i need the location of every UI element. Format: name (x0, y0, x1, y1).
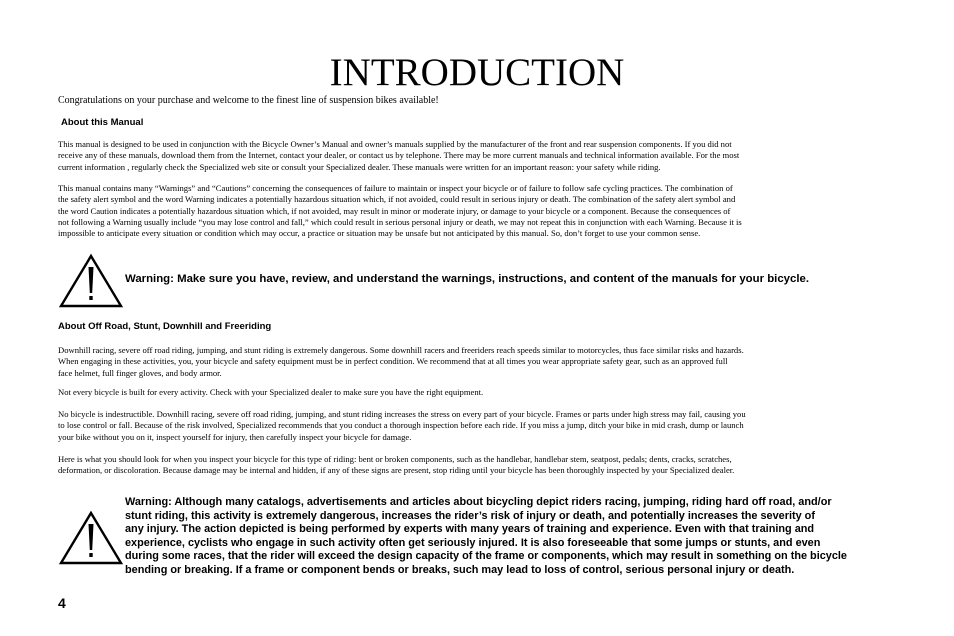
text-line: Here is what you should look for when you inspect your bicycle for this type of riding: bent or broken components, such as the handlebar, handlebar stem, seatpost, pedals; dents, cracks, scratches, (58, 454, 732, 464)
warning-triangle-icon (58, 253, 124, 309)
warning-1-text: Warning: Make sure you have, review, and understand the warnings, instructions, and content of the manuals for your bicycle. (125, 273, 809, 285)
text-line: When engaging in these activities, you, your bicycle and safety equipment must be in perfect condition. We recommend that at all times you wear appropriate safety gear, such as an approved full (58, 356, 728, 367)
text-line: deformation, or discoloration. Because damage may be internal and hidden, if any of these signs are present, stop riding until your bicycle has been thoroughly inspected by your Specialized dealer. (58, 465, 735, 476)
text-line: the safety alert symbol and the word Warning indicates a potentially hazardous situation which, if not avoided, could result in serious injury or death. The combination of the safety alert symbol and (58, 194, 736, 205)
about-manual-paragraph-1 (58, 139, 818, 173)
text-line: your bike without you on it, inspect yourself for injury, then carefully inspect your bicycle for damage. (58, 431, 412, 442)
offroad-heading: About Off Road, Stunt, Downhill and Freeriding (58, 321, 272, 332)
text-line: experience, cyclists who engage in such activity often get seriously injured. It is also foreseeable that some jumps or stunts, and even (125, 536, 821, 549)
warning-triangle-icon (58, 510, 124, 566)
text-line: Downhill racing, severe off road riding, jumping, and stunt riding is extremely dangerous. Some downhill racers and freeriders reach speeds similar to motorcycles, thus face similar risks and hazards. (58, 345, 744, 355)
offroad-paragraph-1 (58, 345, 818, 379)
text-line: Warning: Although many catalogs, advertisements and articles about bicycling depict riders racing, jumping, riding hard off road, and/or (125, 496, 832, 508)
text-line: any injury. The action depicted is being performed by experts with many years of training and experience. Even with that training and (125, 523, 815, 536)
offroad-paragraph-2 (58, 387, 818, 398)
page-title: INTRODUCTION (329, 51, 625, 94)
about-manual-paragraph-2 (58, 183, 818, 239)
text-line: bending or breaking. If a frame or component bends or breaks, such may lead to loss of control, serious personal injury or death. (125, 563, 795, 576)
text-line: current information , regularly check the Specialized web site or consult your Specialized dealer. These manuals were written for an important reason: your safety while riding. (58, 161, 661, 172)
text-line: to lose control or fall. Because of the risk involved, Specialized recommends that you conduct a thorough inspection before each ride. If you miss a jump, ditch your bike in mid crash, dump or launch (58, 420, 744, 431)
text-line: impossible to anticipate every situation or condition which may occur, a practice or situation may be unsafe but not anticipated by this manual. So, don’t forget to use your common sense. (58, 228, 701, 239)
text-line: stunt riding, this activity is extremely dangerous, increases the rider’s risk of injury or death, and potentially increases the severity of (125, 509, 815, 522)
offroad-paragraph-4 (58, 454, 818, 477)
text-line: This manual contains many “Warnings” and “Cautions” concerning the consequences of failure to maintain or inspect your bicycle or of failure to follow safe cycling practices. The combination of (58, 183, 733, 193)
text-line: not following a Warning usually include “you may lose control and fall,” which could result in serious personal injury or death, we may not repeat this in conjunction with each Warning. Because it is (58, 216, 742, 227)
warning-2-text (125, 496, 895, 578)
text-line: face helmet, full finger gloves, and body armor. (58, 367, 222, 378)
text-line: Not every bicycle is built for every activity. Check with your Specialized dealer to make sure you have the right equipment. (58, 387, 484, 397)
offroad-paragraph-3 (58, 409, 818, 443)
page-number: 4 (58, 595, 66, 611)
about-manual-heading: About this Manual (61, 117, 144, 128)
text-line: No bicycle is indestructible. Downhill racing, severe off road riding, jumping, and stunt riding increases the stress on every part of your bicycle. Frames or parts under high stress may fail, causing you (58, 409, 746, 419)
text-line: the word Caution indicates a potentially hazardous situation which, if not avoided, may result in minor or moderate injury, or damage to your bicycle or a component. Because the consequences of (58, 205, 731, 216)
text-line: receive any of these manuals, download them from the Internet, contact your dealer, or contact us by telephone. There may be more current manuals and technical information available. For the most (58, 150, 740, 161)
congratulations-text: Congratulations on your purchase and welcome to the finest line of suspension bikes available! (58, 95, 439, 106)
text-line: during some races, that the rider will exceed the design capacity of the frame or components, which may result in something on the bicycle (125, 550, 847, 563)
text-line: This manual is designed to be used in conjunction with the Bicycle Owner’s Manual and owner’s manuals supplied by the manufacturer of the front and rear suspension components. If you did not (58, 139, 732, 149)
